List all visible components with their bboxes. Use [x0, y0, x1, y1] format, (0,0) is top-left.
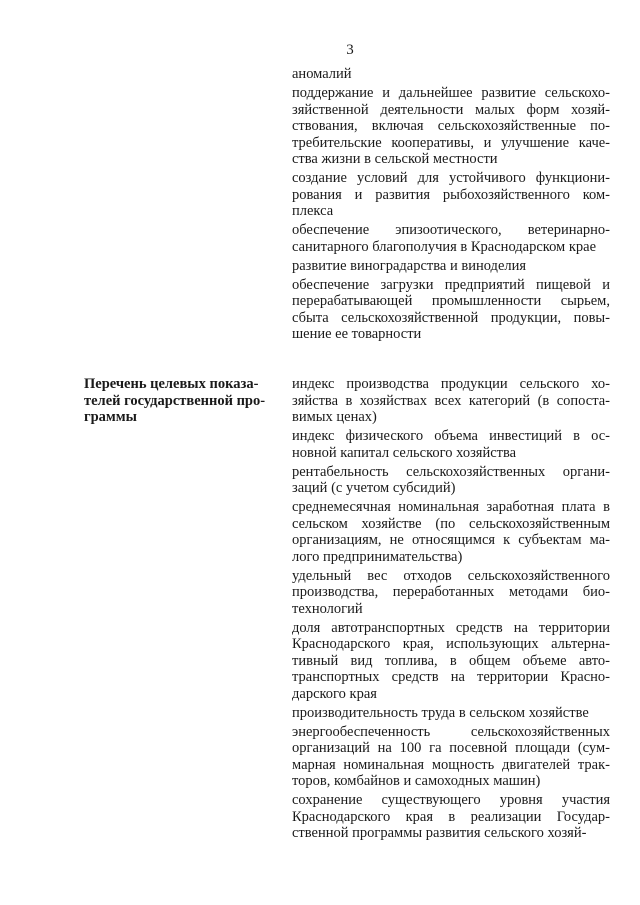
list-item: производительность труда в сельском хозяйстве	[292, 704, 589, 721]
list-item: аномалий	[292, 66, 352, 82]
list-item: создание условий для устойчивого функциони-рования и развития рыбохозяйственного ком-плекса	[292, 170, 610, 219]
list-item: поддержание и дальнейшее развитие сельскохо-зяйственной деятельности малых форм хозяй-ствования, включая сельскохозяйственные по-требительские кооперативы, и улучшение каче-ства жизни в сельской местности	[292, 85, 610, 167]
list-item: энергообеспеченность сельскохозяйственных организаций на 100 га посевной площади (сум-марная номинальная мощность двигателей трак-торов, комбайнов и самоходных машин)	[292, 723, 610, 789]
page-number: 3	[346, 42, 354, 58]
list-item: доля автотранспортных средств на территории Краснодарского края, использующих альтерна-тивный вид топлива, в общем объеме авто-транспортных средств на территории Красно-дарского края	[292, 619, 610, 702]
list-item: сохранение существующего уровня участия Краснодарского края в реализации Государ-ственной программы развития сельского хозяй-	[292, 792, 610, 841]
target-indicators-list	[292, 376, 610, 844]
list-item: удельный вес отходов сельскохозяйственного производства, переработанных методами био-технологий	[292, 567, 610, 617]
list-item: рентабельность сельскохозяйственных органи-заций (с учетом субсидий)	[292, 463, 610, 496]
goals-continuation-list	[292, 66, 610, 345]
list-item: развитие виноградарства и виноделия	[292, 257, 527, 274]
list-item: обеспечение загрузки предприятий пищевой и перерабатывающей промышленности сырьем, сбыта сельскохозяйственной продукции, повы-шение ее товарности	[292, 276, 610, 342]
list-item: индекс производства продукции сельского хо-зяйства в хозяйствах всех категорий (в сопоста-вимых ценах)	[292, 376, 610, 425]
target-indicators-heading: Перечень целевых показа-телей государственной про-граммы	[84, 376, 266, 425]
list-item: индекс физического объема инвестиций в ос-новной капитал сельского хозяйства	[292, 428, 610, 461]
list-item: среднемесячная номинальная заработная плата в сельском хозяйстве (по сельскохозяйственным организациям, не относящимся к субъектам ма-лого предпринимательства)	[292, 499, 610, 565]
list-item: обеспечение эпизоотического, ветеринарно-санитарного благополучия в Краснодарском крае	[292, 222, 610, 255]
